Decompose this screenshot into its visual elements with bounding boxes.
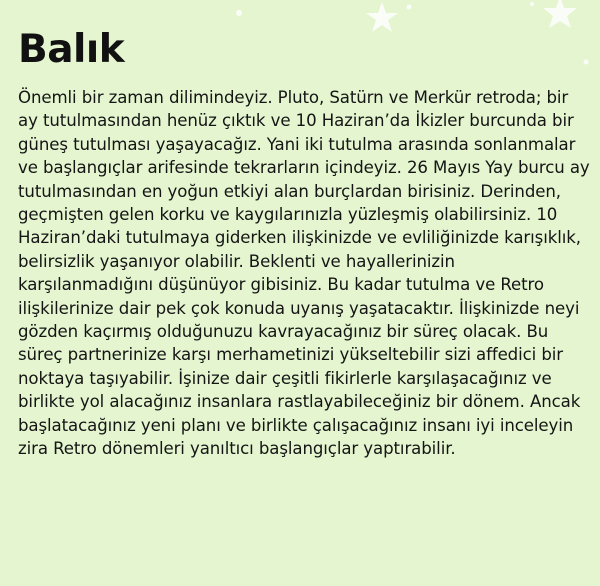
star-dot-icon: [530, 2, 534, 6]
star-icon: [366, 2, 398, 32]
article-body: Önemli bir zaman dilimindeyiz. Pluto, Satürn ve Merkür retroda; bir ay tutulmasından henüz çıktık ve 10 Haziran’da İkizler burcunda bir güneş tutulması yaşayacağız. Yani iki tutulma arasında sonlanmalar ve başlangıçlar arifesinde tekrarların içindeyiz. 26 Mayıs Yay burcu ay tutulmasından en yoğun etkiyi alan burçlardan birisiniz. Derinden, geçmişten gelen korku ve kaygılarınızla yüzleşmiş olabilirsiniz. 10 Haziran’daki tutulmaya giderken ilişkinizde ve evliliğinizde karışıklık, belirsizlik yaşanıyor olabilir. Beklenti ve hayallerinizin karşılanmadığını düşünüyor gibisiniz. Bu kadar tutulma ve Retro ilişkilerinize dair pek çok konuda uyanış yaşatacaktır. İlişkinizde neyi gözden kaçırmış olduğunuzu kavrayacağınız bir süreç olacak. Bu süreç partnerinize karşı merhametinizi yükseltebilir sizi affedici bir noktaya taşıyabilir. İşinize dair çeşitli fikirlerle karşılaşacağınız ve birlikte yol alacağınız insanlara rastlayabileceğiniz bir dönem. Ancak başlatacağınız yeni planı ve birlikte çalışacağınız insanı iyi inceleyin zira Retro dönemleri yanıltıcı başlangıçlar yaptırabilir.: [18, 88, 590, 459]
star-dot-icon: [236, 10, 242, 16]
star-dot-icon: [584, 60, 589, 65]
star-dot-icon: [407, 5, 412, 10]
article-title: Balık: [18, 27, 125, 72]
star-icon: [543, 0, 577, 28]
